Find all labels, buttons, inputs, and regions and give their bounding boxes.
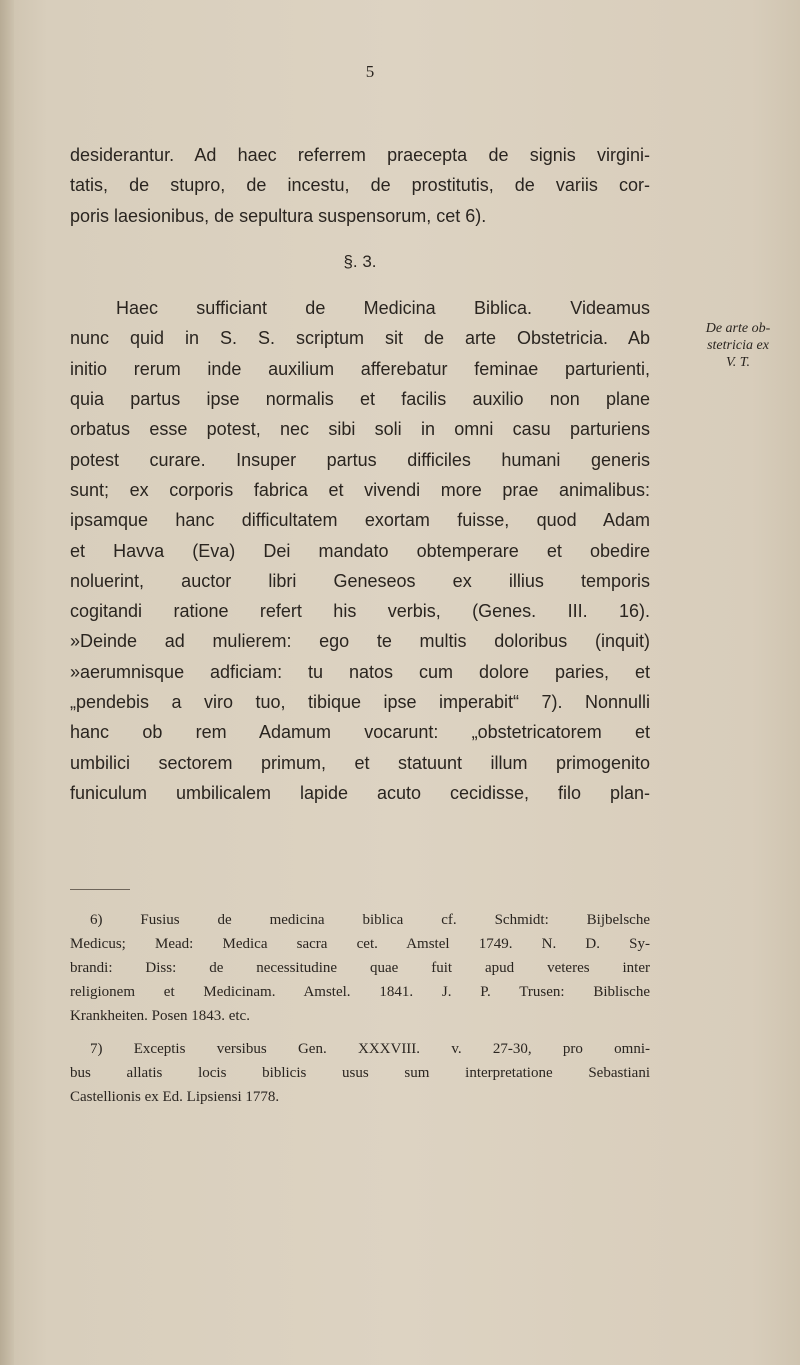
body-text — [70, 140, 650, 808]
text-line: initio rerum inde auxilium afferebatur feminae parturienti, — [70, 358, 650, 379]
footnote-gap — [70, 1028, 650, 1037]
text-line: quia partus ipse normalis et facilis auxilio non plane — [70, 389, 650, 410]
footnote-6-line: brandi: Diss: de necessitudine quae fuit apud veteres inter — [70, 960, 650, 976]
text-line: poris laesionibus, de sepultura suspensorum, cet 6). — [70, 205, 487, 226]
text-line: umbilici sectorem primum, et statuunt illum primogenito — [70, 752, 650, 773]
text-line: „pendebis a viro tuo, tibique ipse imperabit“ 7). Nonnulli — [70, 692, 650, 713]
text-line: nunc quid in S. S. scriptum sit de arte Obstetricia. Ab — [70, 328, 650, 349]
footnote-6-line: Medicus; Mead: Medica sacra cet. Amstel 1749. N. D. Sy- — [70, 936, 650, 952]
footnote-6-line: 6) Fusius de medicina biblica cf. Schmidt: Bijbelsche — [90, 912, 650, 928]
text-line: »aerumnisque adficiam: tu natos cum dolore paries, et — [70, 661, 650, 682]
footnote-6-line: Krankheiten. Posen 1843. etc. — [70, 1008, 250, 1024]
margin-note-line: stetricia ex — [707, 338, 769, 353]
section-heading: §. 3. — [343, 251, 377, 271]
footnotes — [70, 908, 650, 1109]
footnote-separator — [70, 889, 130, 890]
paragraph-first-line: Haec sufficiant de Medicina Biblica. Videamus — [116, 298, 650, 319]
footnote-7-line: bus allatis locis biblicis usus sum interpretatione Sebastiani — [70, 1065, 650, 1081]
margin-note-line: De arte ob- — [705, 321, 771, 336]
margin-note — [683, 320, 793, 371]
text-line: cogitandi ratione refert his verbis, (Genes. III. 16). — [70, 601, 650, 622]
text-line: hanc ob rem Adamum vocarunt: „obstetricatorem et — [70, 722, 650, 743]
page-number: 5 — [365, 62, 375, 81]
text-line: orbatus esse potest, nec sibi soli in omni casu parturiens — [70, 419, 650, 440]
text-line: desiderantur. Ad haec referrem praecepta de signis virgini- — [70, 145, 650, 165]
footnote-6-line: religionem et Medicinam. Amstel. 1841. J. P. Trusen: Biblische — [70, 984, 650, 1000]
text-line: potest curare. Insuper partus difficiles humani generis — [70, 449, 650, 470]
text-line: sunt; ex corporis fabrica et vivendi more prae animalibus: — [70, 479, 650, 500]
footnote-7-line: 7) Exceptis versibus Gen. XXXVIII. v. 27-30, pro omni- — [90, 1041, 650, 1057]
text-line: »Deinde ad mulierem: ego te multis doloribus (inquit) — [70, 631, 650, 652]
text-line: funiculum umbilicalem lapide acuto cecidisse, filo plan- — [70, 782, 650, 803]
text-line: tatis, de stupro, de incestu, de prostitutis, de variis cor- — [70, 175, 650, 196]
footnote-7-line: Castellionis ex Ed. Lipsiensi 1778. — [70, 1089, 280, 1105]
page-binding-edge — [0, 0, 14, 1365]
text-line: noluerint, auctor libri Geneseos ex illius temporis — [70, 570, 650, 591]
text-line: et Havva (Eva) Dei mandato obtemperare et obedire — [70, 540, 650, 561]
text-line: ipsamque hanc difficultatem exortam fuisse, quod Adam — [70, 510, 650, 531]
margin-note-line: V. T. — [726, 355, 750, 370]
